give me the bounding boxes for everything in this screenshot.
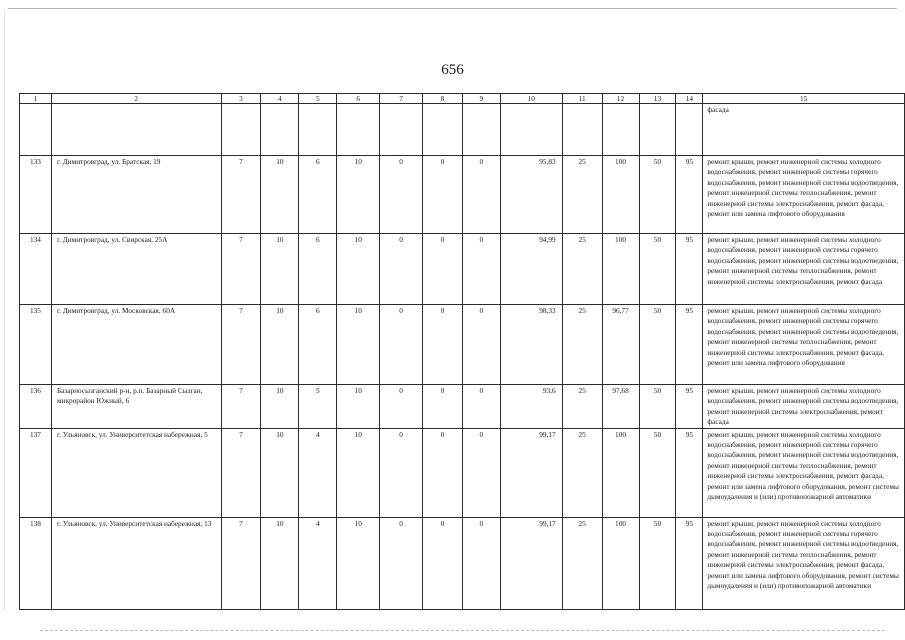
value-cell: 0 xyxy=(380,385,423,429)
value-cell: 95 xyxy=(676,517,703,609)
value-cell: 50 xyxy=(639,234,676,305)
value-cell: 25 xyxy=(562,156,602,234)
value-cell: 95 xyxy=(676,156,703,234)
table-row xyxy=(20,385,905,429)
row-number: 138 xyxy=(20,517,52,609)
value-cell: 99,17 xyxy=(500,428,562,517)
address-cell: Базарносызганский р-н, р.п. Базарный Сызган, микрорайон Южный, 6 xyxy=(51,385,221,429)
value-cell: 10 xyxy=(261,517,299,609)
value-cell: 50 xyxy=(639,305,676,385)
value-cell: 0 xyxy=(380,517,423,609)
value-cell: 10 xyxy=(261,305,299,385)
row-number: 136 xyxy=(20,385,52,429)
column-number: 10 xyxy=(500,94,562,104)
column-number-row xyxy=(20,94,905,104)
value-cell: 7 xyxy=(221,428,261,517)
value-cell: 6 xyxy=(299,156,337,234)
value-cell: 0 xyxy=(380,156,423,234)
column-number: 8 xyxy=(423,94,463,104)
value-cell: 97,68 xyxy=(602,385,639,429)
scan-edge-bottom xyxy=(40,630,885,631)
address-cell: г. Ульяновск, ул. Университетская набережная, 13 xyxy=(51,517,221,609)
value-cell: 100 xyxy=(602,517,639,609)
value-cell: 50 xyxy=(639,385,676,429)
works-cell: ремонт крыши, ремонт инженерной системы холодного водоснабжения, ремонт инженерной системы горячего водоснабжения, ремонт инженерной системы водоотведения, ремонт инженерной системы теплоснабжения, ремонт инженерной системы электроснабжения, ремонт фасада, ремонт или замена лифтового оборудования xyxy=(703,305,905,385)
value-cell: 100 xyxy=(602,428,639,517)
value-cell: 0 xyxy=(423,234,463,305)
value-cell: 4 xyxy=(299,517,337,609)
value-cell: 10 xyxy=(261,234,299,305)
value-cell: 0 xyxy=(462,305,500,385)
value-cell: 95 xyxy=(676,385,703,429)
value-cell: 99,17 xyxy=(500,517,562,609)
value-cell: 95 xyxy=(676,428,703,517)
value-cell: 10 xyxy=(337,156,380,234)
renovation-table xyxy=(19,93,905,610)
value-cell: 95 xyxy=(676,234,703,305)
address-cell: г. Димитровград, ул. Братская, 19 xyxy=(51,156,221,234)
address-cell: г. Димитровград, ул. Свирская, 25А xyxy=(51,234,221,305)
row-number: 133 xyxy=(20,156,52,234)
value-cell: 10 xyxy=(261,428,299,517)
table-row xyxy=(20,305,905,385)
column-number: 4 xyxy=(261,94,299,104)
column-number: 15 xyxy=(703,94,905,104)
value-cell: 7 xyxy=(221,385,261,429)
table-row xyxy=(20,156,905,234)
value-cell: 10 xyxy=(337,305,380,385)
table-row xyxy=(20,428,905,517)
column-number: 3 xyxy=(221,94,261,104)
value-cell: 94,99 xyxy=(500,234,562,305)
column-number: 5 xyxy=(299,94,337,104)
value-cell: 98,33 xyxy=(500,305,562,385)
value-cell: 25 xyxy=(562,234,602,305)
column-number: 13 xyxy=(639,94,676,104)
column-number: 1 xyxy=(20,94,52,104)
row-number: 135 xyxy=(20,305,52,385)
table-row xyxy=(20,517,905,609)
column-number: 7 xyxy=(380,94,423,104)
value-cell: 4 xyxy=(299,428,337,517)
column-number: 12 xyxy=(602,94,639,104)
continued-row xyxy=(20,104,905,156)
value-cell: 0 xyxy=(462,517,500,609)
value-cell: 50 xyxy=(639,156,676,234)
column-number: 2 xyxy=(51,94,221,104)
value-cell: 10 xyxy=(261,156,299,234)
value-cell: 10 xyxy=(337,517,380,609)
column-number: 11 xyxy=(562,94,602,104)
works-cell: ремонт крыши, ремонт инженерной системы холодного водоснабжения, ремонт инженерной системы горячего водоснабжения, ремонт инженерной системы водоотведения, ремонт инженерной системы теплоснабжения, ремонт инженерной системы электроснабжения, ремонт фасада, ремонт или замена лифтового оборудования, ремонт системы дымоудаления и (или) противопожарной автоматики xyxy=(703,517,905,609)
value-cell: 0 xyxy=(380,428,423,517)
value-cell: 25 xyxy=(562,428,602,517)
value-cell: 0 xyxy=(462,234,500,305)
value-cell: 96,77 xyxy=(602,305,639,385)
value-cell: 10 xyxy=(337,234,380,305)
value-cell: 0 xyxy=(462,428,500,517)
column-number: 6 xyxy=(337,94,380,104)
works-cell: ремонт крыши, ремонт инженерной системы холодного водоснабжения, ремонт инженерной системы горячего водоснабжения, ремонт инженерной системы водоотведения, ремонт инженерной системы теплоснабжения, ремонт инженерной системы электроснабжения, ремонт фасада, ремонт или замена лифтового оборудования xyxy=(703,156,905,234)
value-cell: 0 xyxy=(423,517,463,609)
works-cell: ремонт крыши, ремонт инженерной системы холодного водоснабжения, ремонт инженерной системы водоотведения, ремонт инженерной системы электроснабжения, ремонт фасада xyxy=(703,385,905,429)
value-cell: 6 xyxy=(299,305,337,385)
address-cell: г. Ульяновск, ул. Университетская набережная, 5 xyxy=(51,428,221,517)
column-number: 9 xyxy=(462,94,500,104)
value-cell: 6 xyxy=(299,234,337,305)
works-cell: фасада xyxy=(703,104,905,156)
value-cell: 95,83 xyxy=(500,156,562,234)
works-cell: ремонт крыши, ремонт инженерной системы холодного водоснабжения, ремонт инженерной системы горячего водоснабжения, ремонт инженерной системы водоотведения, ремонт инженерной системы теплоснабжения, ремонт инженерной системы электроснабжения, ремонт фасада xyxy=(703,234,905,305)
scan-edge-left xyxy=(4,10,5,610)
value-cell: 25 xyxy=(562,517,602,609)
value-cell: 50 xyxy=(639,428,676,517)
value-cell: 7 xyxy=(221,305,261,385)
address-cell: г. Димитровград, ул. Московская, 60А xyxy=(51,305,221,385)
value-cell: 7 xyxy=(221,156,261,234)
value-cell: 5 xyxy=(299,385,337,429)
value-cell: 0 xyxy=(423,156,463,234)
table-row xyxy=(20,234,905,305)
page-number: 656 xyxy=(441,62,464,78)
value-cell: 50 xyxy=(639,517,676,609)
value-cell: 0 xyxy=(423,428,463,517)
value-cell: 10 xyxy=(261,385,299,429)
works-cell: ремонт крыши, ремонт инженерной системы холодного водоснабжения, ремонт инженерной системы горячего водоснабжения, ремонт инженерной системы водоотведения, ремонт инженерной системы теплоснабжения, ремонт инженерной системы электроснабжения, ремонт фасада, ремонт или замена лифтового оборудования, ремонт системы дымоудаления и (или) противопожарной автоматики xyxy=(703,428,905,517)
value-cell: 100 xyxy=(602,234,639,305)
value-cell: 0 xyxy=(462,156,500,234)
scan-edge-top xyxy=(8,8,897,9)
value-cell: 0 xyxy=(462,385,500,429)
value-cell: 100 xyxy=(602,156,639,234)
value-cell: 10 xyxy=(337,385,380,429)
value-cell: 7 xyxy=(221,517,261,609)
value-cell: 10 xyxy=(337,428,380,517)
value-cell: 93,6 xyxy=(500,385,562,429)
row-number: 137 xyxy=(20,428,52,517)
value-cell: 95 xyxy=(676,305,703,385)
value-cell: 7 xyxy=(221,234,261,305)
value-cell: 0 xyxy=(380,305,423,385)
value-cell: 25 xyxy=(562,385,602,429)
value-cell: 0 xyxy=(423,385,463,429)
value-cell: 0 xyxy=(423,305,463,385)
row-number: 134 xyxy=(20,234,52,305)
value-cell: 0 xyxy=(380,234,423,305)
value-cell: 25 xyxy=(562,305,602,385)
column-number: 14 xyxy=(676,94,703,104)
